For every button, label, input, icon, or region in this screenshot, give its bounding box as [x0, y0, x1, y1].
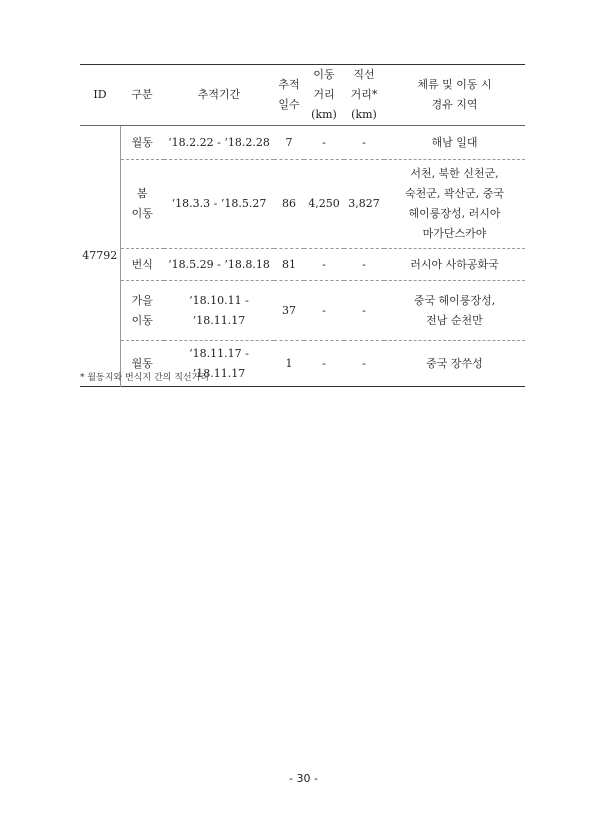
straight-cell: -: [362, 356, 366, 370]
distance-cell: -: [304, 281, 344, 341]
period-cell: ‘18.2.22 - ’18.2.28: [164, 126, 274, 160]
header-straight: 직선 거리* (km): [344, 65, 384, 126]
distance-cell: -: [304, 126, 344, 160]
table-row: [80, 126, 525, 160]
days-cell: 81: [274, 249, 304, 281]
days-cell: 1: [285, 356, 293, 370]
category-cell: 가을 이동: [120, 281, 164, 341]
period-cell: ‘18.10.11 - ’18.11.17: [164, 281, 274, 341]
header-days: 추적 일수: [274, 65, 304, 126]
regions-cell: 중국 장쑤성: [426, 356, 483, 370]
regions-cell: 러시아 사하공화국: [384, 249, 525, 281]
category-cell: 봄 이동: [120, 160, 164, 249]
straight-cell: -: [344, 126, 384, 160]
tracking-table: [80, 64, 525, 387]
header-regions: 체류 및 이동 시 경유 지역: [384, 65, 525, 126]
straight-cell: 3,827: [344, 160, 384, 249]
distance-cell: -: [304, 249, 344, 281]
table-header-row: [80, 65, 525, 126]
regions-cell: 해남 일대: [384, 126, 525, 160]
table-row: [80, 249, 525, 281]
table-row: [80, 160, 525, 249]
page-number: - 30 -: [289, 772, 318, 785]
header-category: 구분: [120, 65, 164, 126]
regions-cell: 중국 헤이룽장성, 전남 순천만: [384, 281, 525, 341]
table-row: [80, 281, 525, 341]
distance-cell: 4,250: [304, 160, 344, 249]
category-cell: 번식: [120, 249, 164, 281]
days-cell: 7: [274, 126, 304, 160]
category-cell: 월동: [120, 126, 164, 160]
header-period: 추적기간: [164, 65, 274, 126]
period-cell: ‘18.3.3 - ’18.5.27: [164, 160, 274, 249]
days-cell: 37: [274, 281, 304, 341]
regions-cell: 서천, 북한 신천군, 숙천군, 곽산군, 중국 헤이룽장성, 러시아 마가단스카야: [384, 160, 525, 249]
period-cell: ‘18.11.17 - ’18.11.17: [189, 346, 249, 380]
period-cell: ‘18.5.29 - ’18.8.18: [164, 249, 274, 281]
category-cell: 월동: [131, 356, 153, 370]
header-distance: 이동 거리 (km): [304, 65, 344, 126]
straight-cell: -: [344, 249, 384, 281]
table-footnote: * 월동지와 번식지 간의 직선거리: [80, 373, 209, 383]
header-id: ID: [80, 65, 120, 126]
id-cell: 47792: [80, 126, 120, 387]
straight-cell: -: [344, 281, 384, 341]
days-cell: 86: [274, 160, 304, 249]
distance-cell: -: [322, 356, 326, 370]
